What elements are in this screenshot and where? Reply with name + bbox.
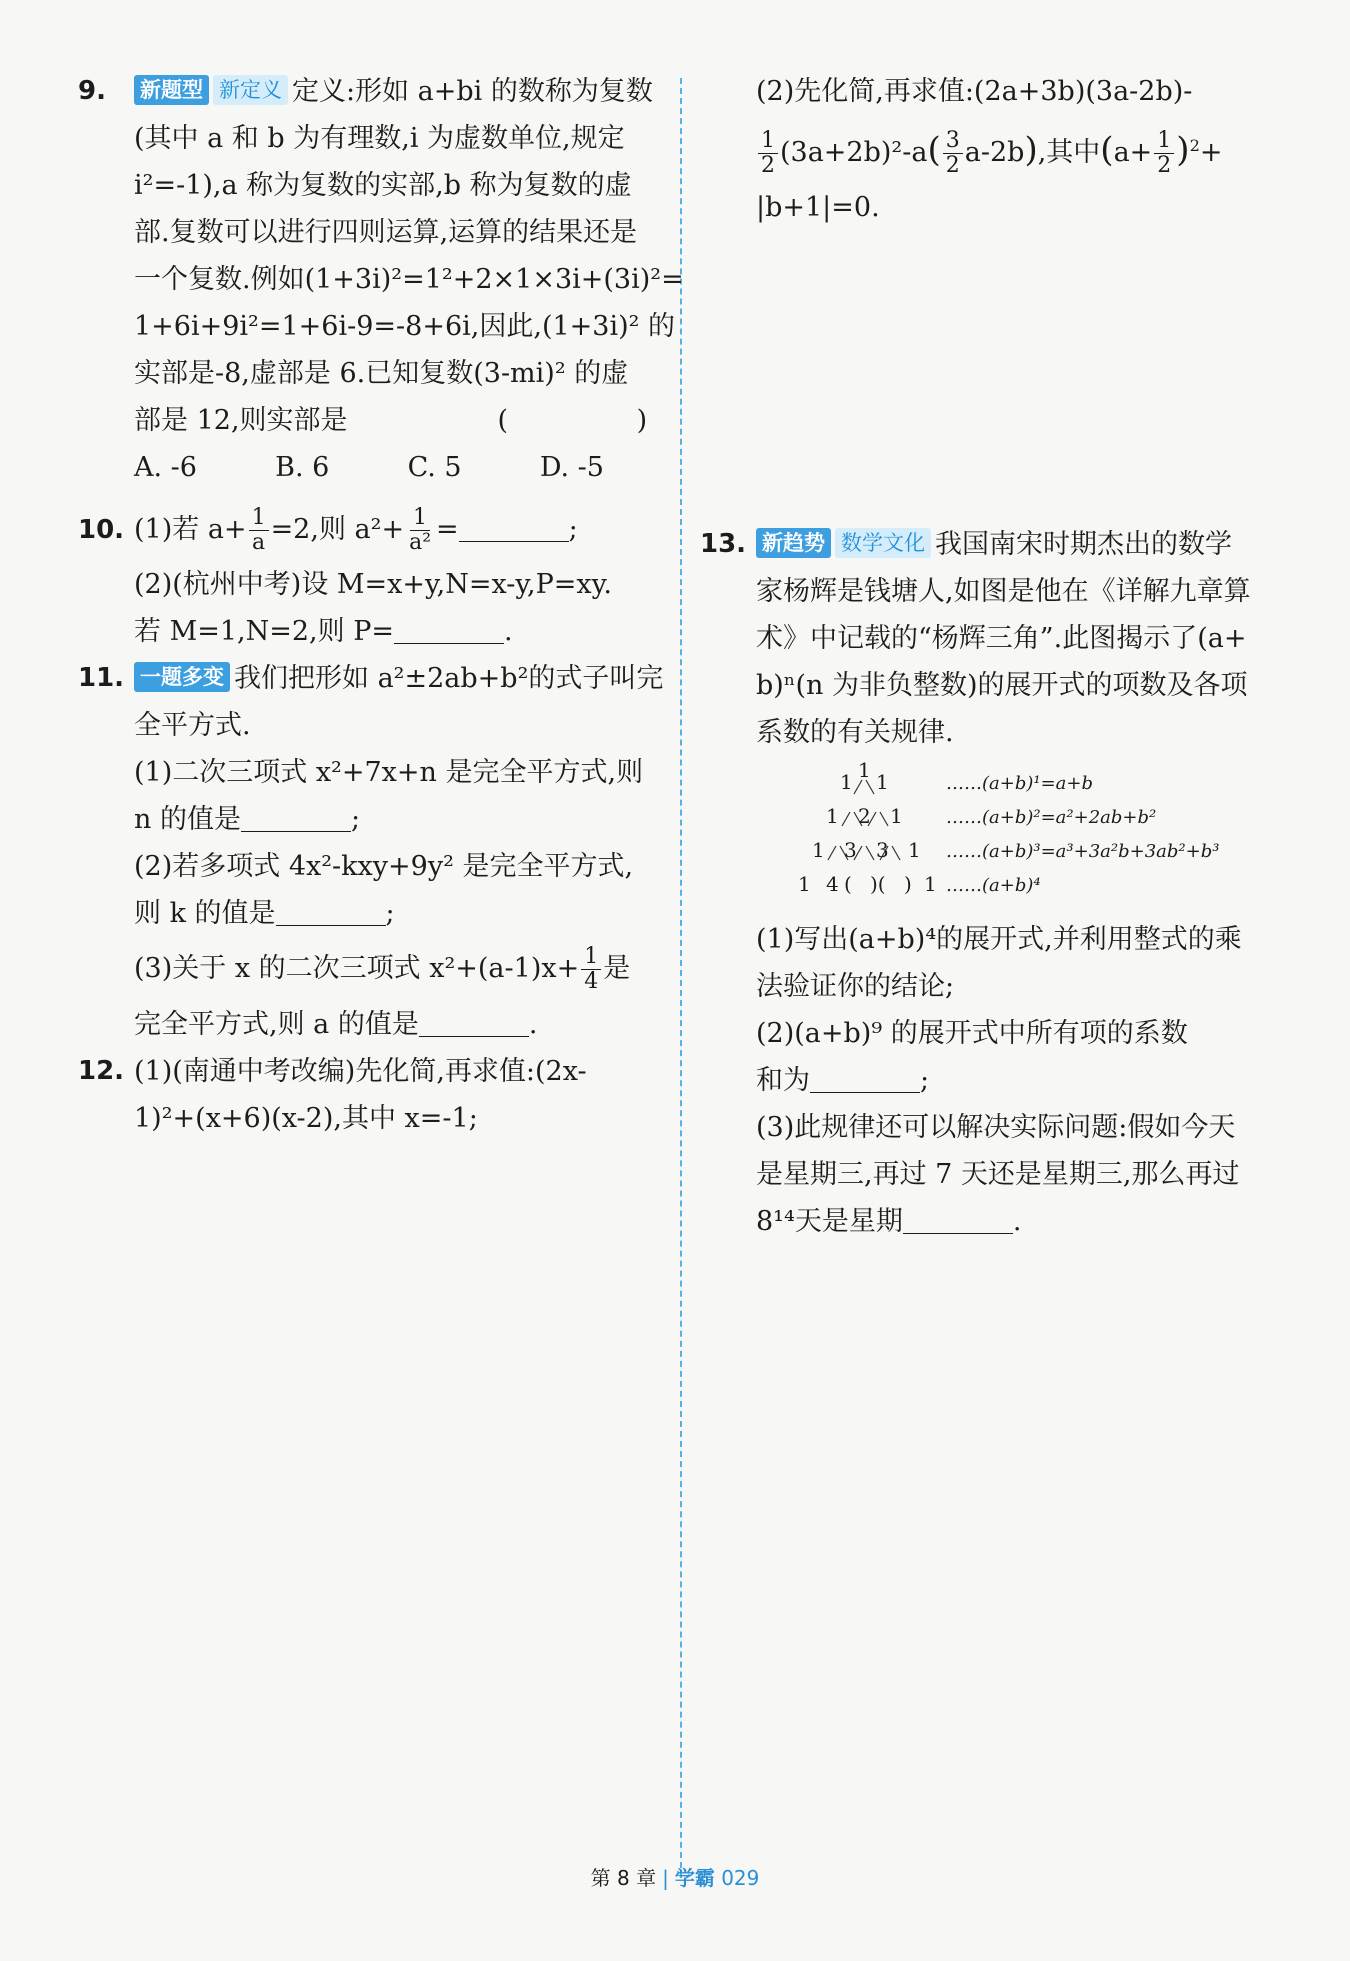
answer-parentheses[interactable]: ( ) — [497, 405, 708, 436]
text-line: i²=-1),a 称为复数的实部,b 称为复数的虚 — [134, 170, 632, 201]
question-11-part-2-line-2 — [134, 890, 663, 937]
question-number: 13. — [700, 529, 747, 559]
choice-b[interactable]: B. 6 — [275, 452, 330, 483]
text-fragment: 我国南宋时期杰出的数学 — [935, 529, 1232, 560]
question-10 — [78, 499, 663, 655]
expansion-formula: ……(a+b)⁴ — [946, 875, 1041, 896]
fraction — [1154, 129, 1174, 178]
question-11-line-1 — [134, 655, 663, 702]
question-9-last-line — [134, 397, 708, 444]
text-fragment: =2,则 a²+ — [270, 514, 405, 545]
question-11-part-3-line-2 — [134, 1001, 663, 1048]
triangle-number: 1 — [826, 804, 839, 828]
question-number: 11. — [78, 663, 125, 693]
triangle-number: 1 — [858, 758, 871, 782]
triangle-number: 3 — [876, 838, 889, 862]
text-line: 是星期三,再过 7 天还是星期三,那么再过 — [756, 1159, 1240, 1190]
fraction-denominator: 2 — [1157, 153, 1172, 178]
text-fragment: 是 — [603, 953, 631, 984]
tag-new-type: 新题型 — [134, 75, 209, 105]
text-fragment: = — [436, 514, 459, 545]
text-line: (1)二次三项式 x²+7x+n 是完全平方式,则 — [134, 757, 644, 788]
fraction — [943, 129, 963, 178]
fraction-numerator: 3 — [943, 129, 963, 154]
left-column — [78, 68, 708, 1142]
fraction-denominator: a² — [409, 530, 432, 555]
question-10-part-2-line-2 — [134, 608, 663, 655]
choice-c[interactable]: C. 5 — [407, 452, 462, 483]
expansion-formula: ……(a+b)²=a²+2ab+b² — [946, 807, 1157, 828]
answer-blank[interactable] — [276, 899, 386, 926]
fraction-numerator: 1 — [1154, 129, 1174, 154]
tag-new-definition: 新定义 — [213, 75, 288, 105]
text-fragment: ; — [385, 898, 395, 929]
text-fragment: . — [528, 1009, 538, 1040]
question-13-line-1 — [756, 521, 1285, 568]
expansion-formula: ……(a+b)¹=a+b — [946, 773, 1094, 794]
question-13-part-3-line-3 — [756, 1198, 1285, 1245]
text-line: 全平方式. — [134, 710, 251, 741]
fraction-denominator: 4 — [584, 969, 599, 994]
text-fragment: n 的值是 — [134, 804, 241, 835]
question-11-part-3-line-1 — [134, 937, 663, 1001]
text-line: 法验证你的结论; — [756, 971, 955, 1002]
triangle-number: 3 — [844, 838, 857, 862]
text-fragment: 则 k 的值是 — [134, 898, 276, 929]
yang-hui-triangle — [796, 760, 1316, 910]
fraction-denominator: 2 — [761, 153, 775, 178]
text-fragment: (1)若 a+ — [134, 514, 247, 545]
triangle-number: 4 — [826, 872, 839, 896]
fraction — [406, 506, 434, 555]
text-fragment: 8¹⁴天是星期 — [756, 1206, 903, 1237]
paren-open: ( — [1100, 130, 1114, 170]
triangle-number: 1 — [890, 804, 903, 828]
text-line: |b+1|=0. — [756, 192, 880, 223]
text-fragment: 完全平方式,则 a 的值是 — [134, 1009, 419, 1040]
text-fragment: a-2b — [964, 137, 1025, 168]
question-10-part-1 — [134, 499, 663, 561]
text-fragment: (3a+2b)²-a — [780, 137, 928, 168]
triangle-number: 1 — [908, 838, 921, 862]
fraction-numerator: 1 — [249, 506, 269, 531]
fraction-numerator: 1 — [758, 129, 778, 154]
tag-one-question-variants: 一题多变 — [134, 662, 230, 692]
triangle-connector-lines — [796, 760, 936, 910]
triangle-number: 1 — [798, 872, 811, 896]
question-12-part-2 — [700, 68, 1285, 231]
column-divider — [680, 78, 682, 1878]
text-fragment: 和为 — [756, 1065, 810, 1096]
answer-blank[interactable] — [810, 1066, 920, 1093]
text-line: 1+6i+9i²=1+6i-9=-8+6i,因此,(1+3i)² 的 — [134, 311, 676, 342]
question-13-part-2-line-2 — [756, 1057, 1285, 1104]
question-12 — [78, 1048, 663, 1142]
text-line: 部.复数可以进行四则运算,运算的结果还是 — [134, 217, 638, 248]
text-fragment: ; — [350, 804, 361, 835]
choice-d[interactable]: D. -5 — [539, 452, 604, 483]
triangle-number: 1 — [812, 838, 825, 862]
brand-logo: 学霸 — [674, 1866, 715, 1890]
fraction-denominator: a — [252, 530, 266, 555]
question-13 — [700, 521, 1285, 1245]
fraction — [249, 506, 269, 555]
text-line: b)ⁿ(n 为非负整数)的展开式的项数及各项 — [756, 670, 1248, 701]
text-line: (1)写出(a+b)⁴的展开式,并利用整式的乘 — [756, 924, 1242, 955]
answer-blank[interactable] — [459, 515, 569, 542]
text-line: (2)(杭州中考)设 M=x+y,N=x-y,P=xy. — [134, 569, 612, 600]
answer-blank[interactable] — [903, 1207, 1013, 1234]
text-line: 1)²+(x+6)(x-2),其中 x=-1; — [134, 1103, 478, 1134]
question-number: 9. — [78, 76, 106, 106]
choices — [134, 444, 604, 491]
answer-blank[interactable] — [241, 805, 351, 832]
fraction — [758, 129, 778, 178]
triangle-number: 1 — [840, 770, 853, 794]
page-number: 029 — [721, 1866, 760, 1890]
text-line: (2)(a+b)⁹ 的展开式中所有项的系数 — [756, 1018, 1188, 1049]
text-line: (2)若多项式 4x²-kxy+9y² 是完全平方式, — [134, 851, 634, 882]
text-line: (1)(南通中考改编)先化简,再求值:(2x- — [134, 1056, 587, 1087]
tag-math-culture: 数学文化 — [835, 528, 931, 558]
text-line: (其中 a 和 b 为有理数,i 为虚数单位,规定 — [134, 123, 625, 154]
question-9 — [78, 68, 708, 491]
text-line: 定义:形如 a+bi 的数称为复数 — [292, 76, 653, 107]
chapter-label: 第 8 章 — [590, 1866, 657, 1890]
text-line: 术》中记载的“杨辉三角”.此图揭示了(a+ — [756, 623, 1247, 654]
text-fragment: ; — [920, 1065, 930, 1096]
fraction — [581, 945, 601, 994]
paren-open: ( — [927, 130, 941, 170]
paren-close: ) — [1024, 130, 1038, 170]
triangle-blank[interactable]: ) — [904, 872, 912, 896]
triangle-number: 1 — [876, 770, 889, 794]
text-line: 实部是-8,虚部是 6.已知复数(3-mi)² 的虚 — [134, 358, 629, 389]
answer-blank[interactable] — [394, 617, 504, 644]
answer-space — [700, 231, 1285, 521]
answer-blank[interactable] — [419, 1010, 529, 1037]
question-11-part-1-line-2 — [134, 796, 663, 843]
triangle-blank[interactable]: ( — [844, 872, 852, 896]
text-line: 一个复数.例如(1+3i)²=1²+2×1×3i+(3i)²= — [134, 264, 684, 295]
fraction-numerator: 1 — [410, 506, 430, 531]
text-fragment: a+ — [1113, 137, 1153, 168]
text-line: 系数的有关规律. — [756, 717, 954, 748]
text-fragment: + — [1199, 137, 1223, 168]
text-fragment: ,其中 — [1037, 137, 1101, 168]
choice-a[interactable]: A. -6 — [134, 452, 197, 483]
text-fragment: . — [504, 616, 513, 647]
triangle-number: 2 — [858, 804, 871, 828]
text-fragment: 若 M=1,N=2,则 P= — [134, 616, 394, 647]
question-11 — [78, 655, 663, 1048]
fraction-denominator: 2 — [945, 153, 960, 178]
question-9-line-1 — [134, 68, 663, 115]
exponent: 2 — [1189, 136, 1200, 155]
text-fragment: (3)关于 x 的二次三项式 x²+(a-1)x+ — [134, 953, 580, 984]
right-column — [700, 68, 1285, 1245]
page-footer — [0, 1862, 1350, 1891]
footer-separator: | — [662, 1866, 669, 1890]
text-line: 家杨辉是钱塘人,如图是他在《详解九章算 — [756, 576, 1251, 607]
triangle-number: 1 — [924, 872, 937, 896]
paren-close: ) — [1176, 130, 1190, 170]
triangle-blank[interactable]: )( — [870, 872, 886, 896]
text-line: (2)先化简,再求值:(2a+3b)(3a-2b)- — [756, 76, 1193, 107]
question-number: 10. — [78, 515, 125, 545]
text-line: (3)此规律还可以解决实际问题:假如今天 — [756, 1112, 1236, 1143]
text-fragment: ; — [568, 514, 578, 545]
text-fragment: . — [1012, 1206, 1022, 1237]
fraction-numerator: 1 — [581, 945, 601, 970]
tag-new-trend: 新趋势 — [756, 528, 831, 558]
text-fragment: 我们把形如 a²±2ab+b²的式子叫完 — [234, 663, 664, 694]
question-number: 12. — [78, 1056, 125, 1086]
text-line: 部是 12,则实部是 — [134, 405, 348, 436]
expansion-formula: ……(a+b)³=a³+3a²b+3ab²+b³ — [946, 841, 1220, 862]
question-12-part-2-line-2 — [756, 115, 1285, 184]
